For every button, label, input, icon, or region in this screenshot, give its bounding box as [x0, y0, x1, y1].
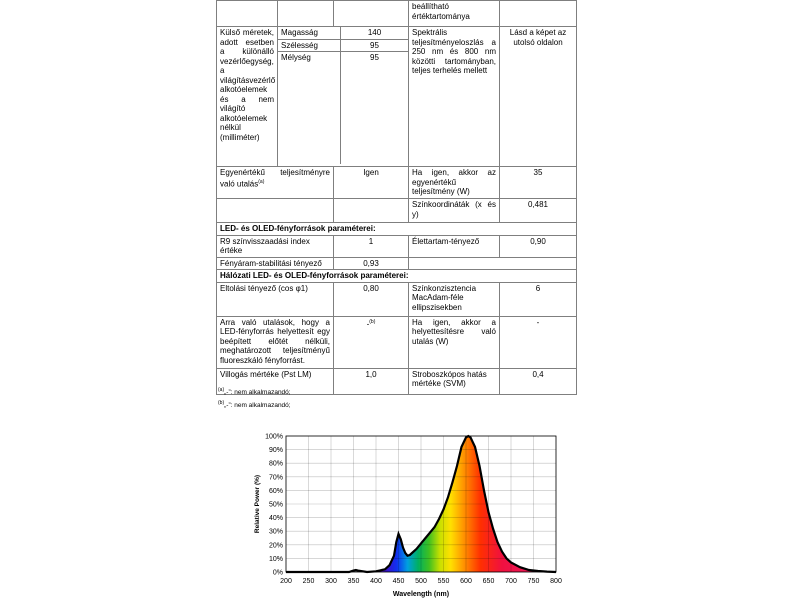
footnote-a-mark: (a): [218, 387, 225, 393]
color-label: Színkonzisztencia MacAdam-féle ellipszisekben: [409, 282, 500, 316]
equiv-value: Igen: [334, 167, 409, 199]
life-value: 0,90: [500, 235, 577, 257]
dims-subtable: [278, 27, 408, 164]
y-tick-label: 100%: [265, 433, 283, 441]
x-tick-label: 650: [482, 578, 495, 585]
equiv-footnote-mark: (a): [258, 178, 265, 185]
life-label: Élettartam-tényező: [409, 235, 500, 257]
replace-value: [334, 316, 409, 368]
footnote-b: [218, 399, 291, 410]
product-info-table: [216, 0, 577, 395]
footnote-a-text: „-”: nem alkalmazandó;: [224, 389, 291, 397]
chroma-label: Színkoordináták (x és y): [409, 199, 500, 223]
depth-label: Mélység: [278, 52, 341, 165]
width-value: 95: [341, 39, 409, 52]
x-tick-label: 450: [392, 578, 405, 585]
table-cell: [278, 1, 334, 27]
strobe-value: 0,4: [500, 368, 577, 394]
x-tick-label: 250: [302, 578, 315, 585]
equiv-label-text: Egyenértékű teljesítményre való utalás: [220, 168, 330, 189]
strobe-label: Stroboszkópos hatás mértéke (SVM): [409, 368, 500, 394]
x-tick-label: 400: [370, 578, 382, 585]
y-tick-label: 80%: [268, 460, 283, 468]
equiv-power-label: Ha igen, akkor az egyenértékű teljesítmény (W): [409, 167, 500, 199]
x-axis-label: Wavelength (nm): [392, 591, 450, 598]
replace-label: Arra való utalások, hogy a LED-fényforrás helyettesít egy beépített előtét nélküli, meghatározott teljesítményű fluoreszkáló fényforrást.: [217, 316, 334, 368]
spectral-power-chart: [245, 420, 575, 600]
replace-power-value: -: [500, 316, 577, 368]
dims-values: [278, 27, 409, 167]
color-value: 6: [500, 282, 577, 316]
table-cell: [217, 199, 334, 223]
y-tick-label: 40%: [268, 515, 283, 523]
x-tick-label: 800: [550, 578, 562, 585]
replace-power-label: Ha igen, akkor a helyettesítésre való utalás (W): [409, 316, 500, 368]
equiv-label: [217, 167, 334, 199]
flicker-value: 1,0: [334, 368, 409, 394]
r9-label: R9 színvisszaadási index értéke: [217, 235, 334, 257]
shift-value: 0,80: [334, 282, 409, 316]
equiv-power-value: 35: [500, 167, 577, 199]
dims-label: Külső méretek, adott esetben a különálló vezérlőegység, a világításvezérlő alkotóelemek és a nem világító alkotóelemek nélkül (milliméter): [217, 27, 278, 167]
table-cell: [334, 1, 409, 27]
table-cell: [409, 257, 577, 270]
y-tick-label: 90%: [268, 447, 283, 455]
x-tick-label: 500: [415, 578, 427, 585]
x-tick-label: 200: [280, 578, 292, 585]
table-cell: [334, 199, 409, 223]
width-label: Szélesség: [278, 39, 341, 52]
x-tick-label: 300: [325, 578, 337, 585]
r9-value: 1: [334, 235, 409, 257]
depth-value: 95: [370, 53, 379, 62]
spectral-value: Lásd a képet az utolsó oldalon: [500, 27, 577, 167]
replace-value-text: -: [366, 319, 370, 329]
y-tick-label: 50%: [268, 501, 283, 509]
x-tick-label: 550: [437, 578, 450, 585]
x-tick-label: 600: [460, 578, 472, 585]
lumen-value: 0,93: [334, 257, 409, 270]
mains-header: Hálózati LED- és OLED-fényforrások paraméterei:: [217, 270, 577, 283]
spectral-label: Spektrális teljesítményeloszlás a 250 nm és 800 nm közötti tartományban, teljes terhelés mellett: [409, 27, 500, 167]
x-tick-label: 350: [347, 578, 360, 585]
footnote-b-mark: (b): [218, 400, 225, 406]
table-cell: [217, 1, 278, 27]
x-tick-label: 750: [527, 578, 540, 585]
y-tick-label: 0%: [272, 569, 283, 577]
y-tick-label: 10%: [268, 555, 283, 563]
y-axis-label: Relative Power (%): [254, 474, 261, 534]
footnote-a: [218, 386, 291, 397]
table-cell: beállítható értéktartománya: [409, 1, 500, 27]
height-label: Magasság: [278, 27, 341, 39]
replace-footnote-mark: (b): [369, 318, 376, 325]
footnote-b-text: „-”: nem alkalmazandó;: [224, 402, 291, 410]
x-tick-label: 700: [505, 578, 517, 585]
chroma-value: 0,481: [500, 199, 577, 223]
y-tick-label: 20%: [268, 542, 283, 550]
flicker-label: Villogás mértéke (Pst LM): [217, 368, 334, 394]
shift-label: Eltolási tényező (cos φ1): [217, 282, 334, 316]
x-tick-labels: [280, 578, 562, 585]
y-tick-label: 60%: [268, 487, 283, 495]
y-tick-label: 70%: [268, 474, 283, 482]
y-tick-labels: [265, 434, 283, 577]
table-cell: [500, 1, 577, 27]
lumen-label: Fényáram-stabilitási tényező: [217, 257, 334, 270]
y-tick-label: 30%: [268, 528, 283, 536]
height-value: 140: [341, 27, 409, 39]
led-header: LED- és OLED-fényforrások paraméterei:: [217, 223, 577, 236]
